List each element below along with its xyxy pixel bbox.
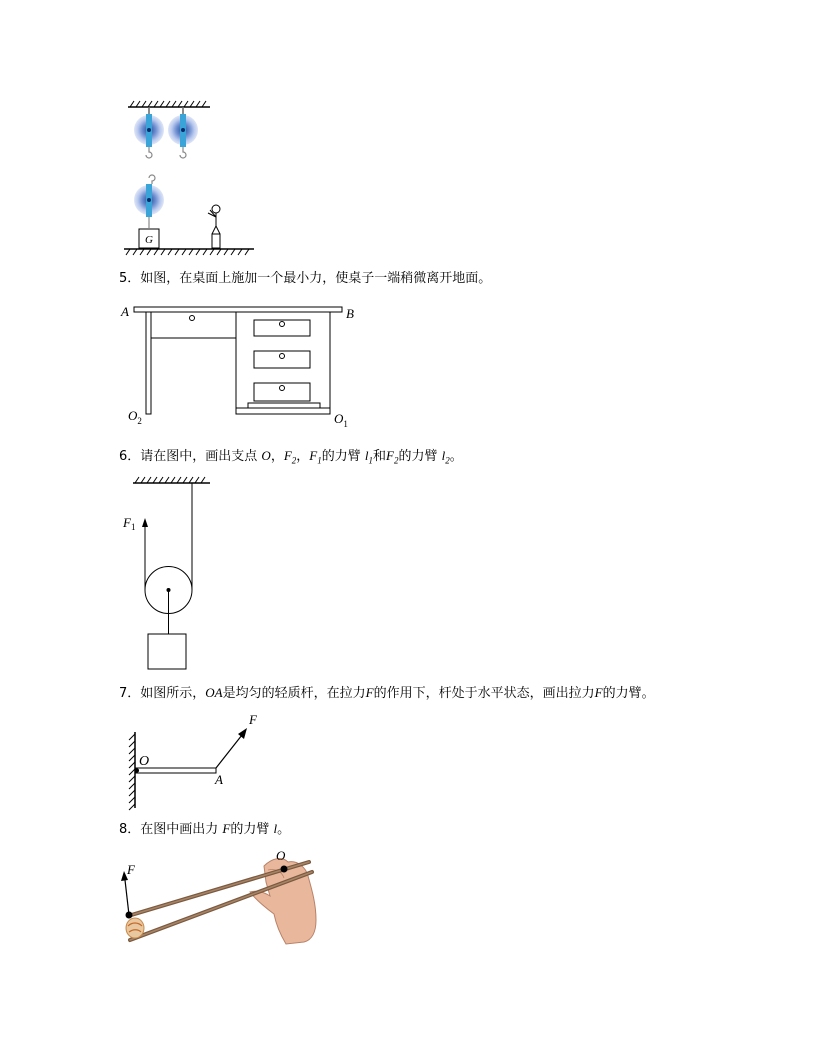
- ceiling-hatch: [128, 101, 210, 107]
- hanging-weight: [148, 634, 186, 669]
- desk-label-o2: $O_2$: [128, 408, 142, 426]
- stick-figure: [208, 205, 220, 248]
- question-number: 7．: [119, 686, 141, 701]
- ceiling-hatch: [133, 477, 210, 483]
- fixed-pulley-left: [134, 107, 164, 158]
- desk-label-b: B: [346, 306, 354, 321]
- desk-label-o1: $O_1$: [334, 411, 348, 429]
- movable-pulley-figure: [118, 474, 218, 674]
- fixed-pulley-right: [168, 107, 198, 158]
- force-f-label: F: [127, 862, 135, 877]
- question-5-text: [119, 271, 491, 287]
- movable-pulley: [134, 175, 164, 228]
- weight-label: G: [145, 234, 153, 246]
- question-7-text: 7．如图所示，OA是均匀的轻质杆，在拉力F的作用下，杆处于水平状态，画出拉力F的力臂。: [119, 685, 655, 701]
- force-f-line: [125, 880, 129, 915]
- chopsticks-figure: [116, 846, 326, 946]
- force-f1-arrowhead: [142, 518, 148, 527]
- question-6-text: 6．请在图中，画出支点 O，$F_2$，$F_1$的力臂 $l_1$和$F_2$的力臂 $l_2$。: [119, 448, 463, 466]
- question-number: 8．: [119, 822, 141, 837]
- wall-hatch: [129, 732, 135, 810]
- dumpling: [126, 918, 144, 938]
- force-f1-label: $F_1$: [123, 515, 136, 532]
- desk-figure: [118, 298, 368, 430]
- point-f-dot: [126, 912, 133, 919]
- force-f-line: [216, 735, 242, 768]
- pivot-o-label: O: [276, 848, 286, 863]
- weight-block: [139, 229, 159, 248]
- desk-left-leg: [146, 312, 151, 414]
- pivot-o-dot: [281, 866, 288, 873]
- lever-label-a: A: [215, 772, 223, 787]
- lever-label-o: O: [139, 754, 150, 769]
- desk-top: [134, 307, 342, 312]
- force-f-label: F: [249, 712, 257, 727]
- question-body: 如图，在桌面上施加一个最小力，使桌子一端稍微离开地面。: [140, 271, 492, 286]
- question-number: 5．: [119, 271, 141, 286]
- pulley-block-figure: [120, 96, 270, 260]
- ground-hatch: [124, 249, 254, 255]
- force-f-arrowhead: [238, 728, 247, 739]
- lever-oa-figure: [118, 708, 278, 814]
- question-number: 6．: [119, 449, 141, 464]
- desk-label-a: A: [121, 304, 129, 319]
- question-8-text: 8．在图中画出力 F的力臂 l。: [119, 821, 291, 837]
